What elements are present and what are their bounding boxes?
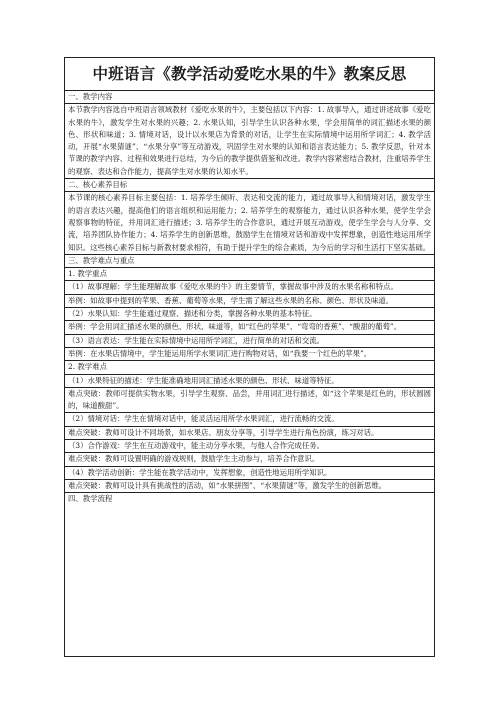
difficulty-3-solution-text: 难点突破：教师可设置明确的游戏规则，鼓励学生主动参与，培养合作意识。 [68,454,320,464]
difficulty-2 [65,413,434,426]
difficulty-1-solution [65,388,434,414]
section-heading-content: 一、教学内容 [65,91,434,104]
difficulty-2-solution-text: 难点突破：教师可设计不同场景，如水果店、朋友分享等，引导学生进行角色扮演，练习对话。 [68,427,379,437]
key-point-1-example-text: 举例：如故事中提到的苹果、香蕉、葡萄等水果，学生需了解这些水果的名称、颜色、形状及味道。 [68,295,394,305]
key-point-1 [65,281,434,294]
difficulty-1-text: （1）水果特征的描述：学生能准确地用词汇描述水果的颜色、形状、味道等特征。 [68,375,339,385]
difficulty-1 [65,375,434,388]
key-point-3-example-text: 举例：在水果店情境中，学生能运用所学水果词汇进行购物对话，如“我要一个红色的苹果”。 [68,348,372,358]
difficulty-heading: 2. 教学难点 [65,361,434,374]
document-title: 中班语言《教学活动爱吃水果的牛》教案反思 [65,58,434,91]
difficulty-4 [65,467,434,480]
section-heading-process: 四、教学流程 [68,494,113,504]
difficulty-1-solution-text: 难点突破：教师可提供实物水果，引导学生观察、品尝，并用词汇进行描述，如“这个苹果是红色的，形状圆圆的，味道酸甜”。 [68,388,431,411]
document-table [64,57,435,657]
key-point-1-text: （1）故事理解：学生能理解故事《爱吃水果的牛》的主要情节，掌握故事中涉及的水果名称和特点。 [68,282,398,292]
key-point-3-example [65,348,434,361]
content-paragraph: 本节教学内容选自中班语言领域教材《爱吃水果的牛》，主要包括以下内容：1. 故事导入，通过讲述故事《爱吃水果的牛》，激发学生对水果的兴趣；2. 水果认知，引导学生认识各种水果，学会用简单的词汇描述水果的颜色、形状和味道；3. 情境对话，设计以水果店为背景的对话，让学生在实际情境中运用所学词汇；4. 教学活动，开展“水果猜谜”、“水果分享”等互动游戏，巩固学生对水果的认知和语言表达能力；5. 教学反思，针对本节课的教学内容、过程和效果进行总结，为今后的教学提供借鉴和改进。教学内容紧密结合教材，注重培养学生的观察、表达和合作能力，提高学生对水果的认知水平。 [68,105,431,176]
difficulty-3-text: （3）合作游戏：学生在互动游戏中，能主动分享水果，与他人合作完成任务。 [68,441,324,451]
difficulty-4-solution-text: 难点突破：教师可设计具有挑战性的活动，如“水果拼图”、“水果猜谜”等，激发学生的创新思维。 [68,480,387,490]
section-heading-literacy: 二、核心素养目标 [65,179,434,192]
difficulty-4-text: （4）教学活动创新：学生能在教学活动中，发挥想象，创造性地运用所学知识。 [68,467,332,477]
difficulty-2-text: （2）情境对话：学生在情境对话中，能灵活运用所学水果词汇，进行流畅的交流。 [68,414,339,424]
key-point-2-example-text: 举例：学会用词汇描述水果的颜色、形状、味道等，如“红色的苹果”、“弯弯的香蕉”、“酸甜的葡萄”。 [68,322,402,332]
literacy-paragraph: 本节课的核心素养目标主要包括：1. 培养学生倾听、表达和交流的能力，通过故事导入和情境对话，激发学生的语言表达兴趣，提高他们的语言组织和运用能力；2. 培养学生的观察能力，通过认识各种水果，使学生学会观察事物的特征，并用词汇进行描述；3. 培养学生的合作意识，通过开展互动游戏，使学生学会与人分享、交流，培养团队协作能力；4. 培养学生的创新思维，鼓励学生在情境对话和游戏中发挥想象，创造性地运用所学知识。这些核心素养目标与新教材要求相符，有助于提升学生的综合素质，为今后的学习和生活打下坚实基础。 [68,193,431,252]
key-points-heading: 1. 教学重点 [65,268,434,281]
section-heading-difficulties: 三、教学难点与重点 [65,255,434,268]
difficulty-2-solution [65,427,434,440]
key-point-2-text: （2）水果认知：学生能通过观察、描述和分类，掌握各种水果的基本特征。 [68,309,317,319]
difficulty-4-solution [65,480,434,493]
key-point-2 [65,308,434,321]
difficulty-3-solution [65,453,434,466]
section-body-literacy [65,192,434,254]
section-body-content [65,104,434,179]
key-point-3-text: （3）语言表达：学生能在实际情境中运用所学词汇，进行简单的对话和交流。 [68,335,324,345]
difficulty-3 [65,440,434,453]
key-point-3 [65,335,434,348]
key-point-2-example [65,321,434,334]
key-point-1-example [65,295,434,308]
